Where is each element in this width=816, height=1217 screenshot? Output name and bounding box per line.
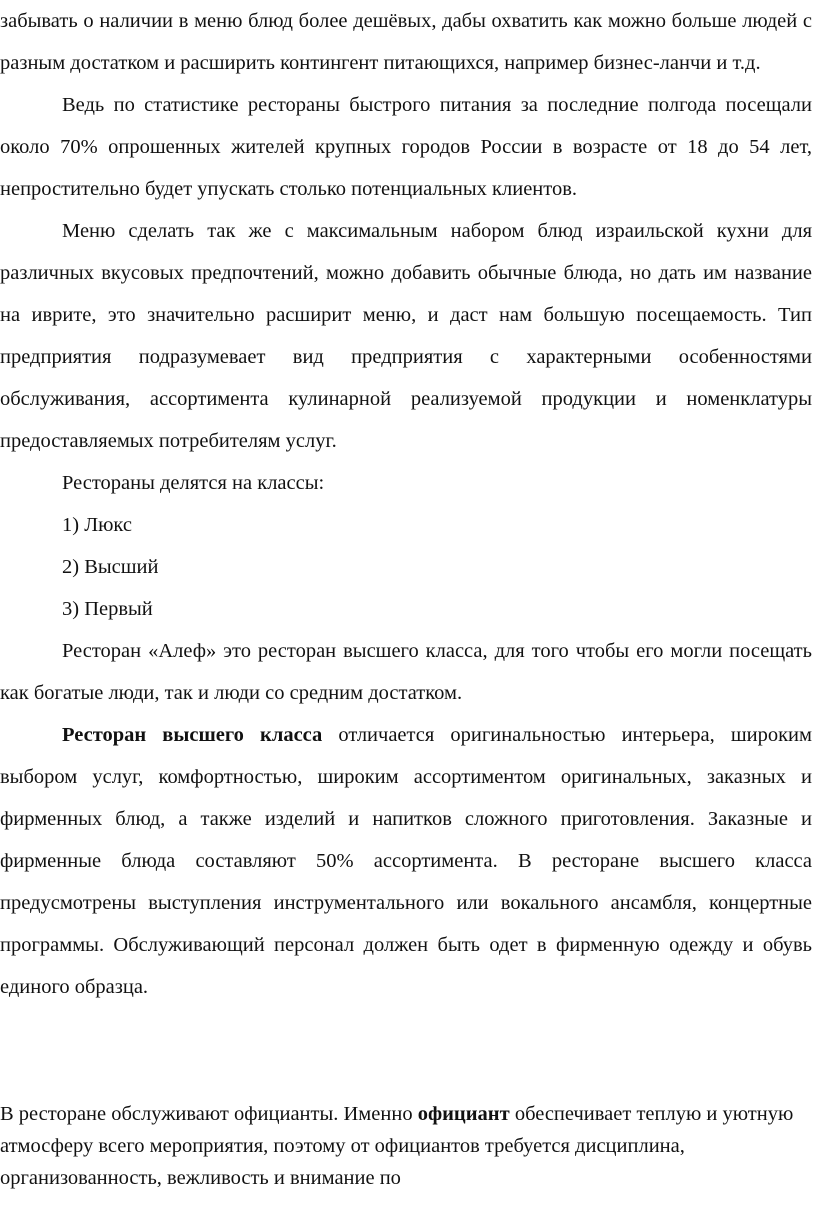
class-item-highest: 2) Высший <box>62 556 159 578</box>
class-item-lux: 1) Люкс <box>62 514 132 536</box>
paragraph-high-class <box>0 714 812 1008</box>
waiter-term: официант <box>417 1103 510 1125</box>
paragraph-menu: Меню сделать так же с максимальным набором блюд израильской кухни для различных вкусовых предпочтений, можно добавить обычные блюда, но дать им название на иврите, это значительно расширит меню, и даст нам большую посещаемость. Тип предприятия подразумевает вид предприятия с характерными особенностями обслуживания, ассортимента кулинарной реализуемой продукции и номенклатуры предоставляемых потребителям услуг. <box>0 220 812 452</box>
high-class-description: отличается оригинальностью интерьера, широким выбором услуг, комфортностью, широким ассортиментом оригинальных, заказных и фирменных блюд, а также изделий и напитков сложного приготовления. Заказные и фирменные блюда составляют 50% ассортимента. В ресторане высшего класса предусмотрены выступления инструментального или вокального ансамбля, концертные программы. Обслуживающий персонал должен быть одет в фирменную одежду и обувь единого образца. <box>0 724 812 998</box>
waiters-description: обеспечивает теплую и уютную атмосферу всего мероприятия, поэтому от официантов требуется дисциплина, организованность, вежливость и внимание по <box>0 1103 794 1189</box>
paragraph-classes-intro: Рестораны делятся на классы: <box>62 472 325 494</box>
paragraph-statistics: Ведь по статистике рестораны быстрого питания за последние полгода посещали около 70% опрошенных жителей крупных городов России в возрасте от 18 до 54 лет, непростительно будет упускать столько потенциальных клиентов. <box>0 94 812 200</box>
waiters-intro: В ресторане обслуживают официанты. Именно <box>0 1103 418 1125</box>
high-class-term: Ресторан высшего класса <box>62 724 323 746</box>
paragraph-continuation: забывать о наличии в меню блюд более дешёвых, дабы охватить как можно больше людей с разным достатком и расширить контингент питающихся, например бизнес-ланчи и т.д. <box>0 10 812 74</box>
paragraph-waiters <box>0 1098 812 1194</box>
class-item-first: 3) Первый <box>62 598 153 620</box>
paragraph-aleph: Ресторан «Алеф» это ресторан высшего класса, для того чтобы его могли посещать как богатые люди, так и люди со средним достатком. <box>0 640 812 704</box>
